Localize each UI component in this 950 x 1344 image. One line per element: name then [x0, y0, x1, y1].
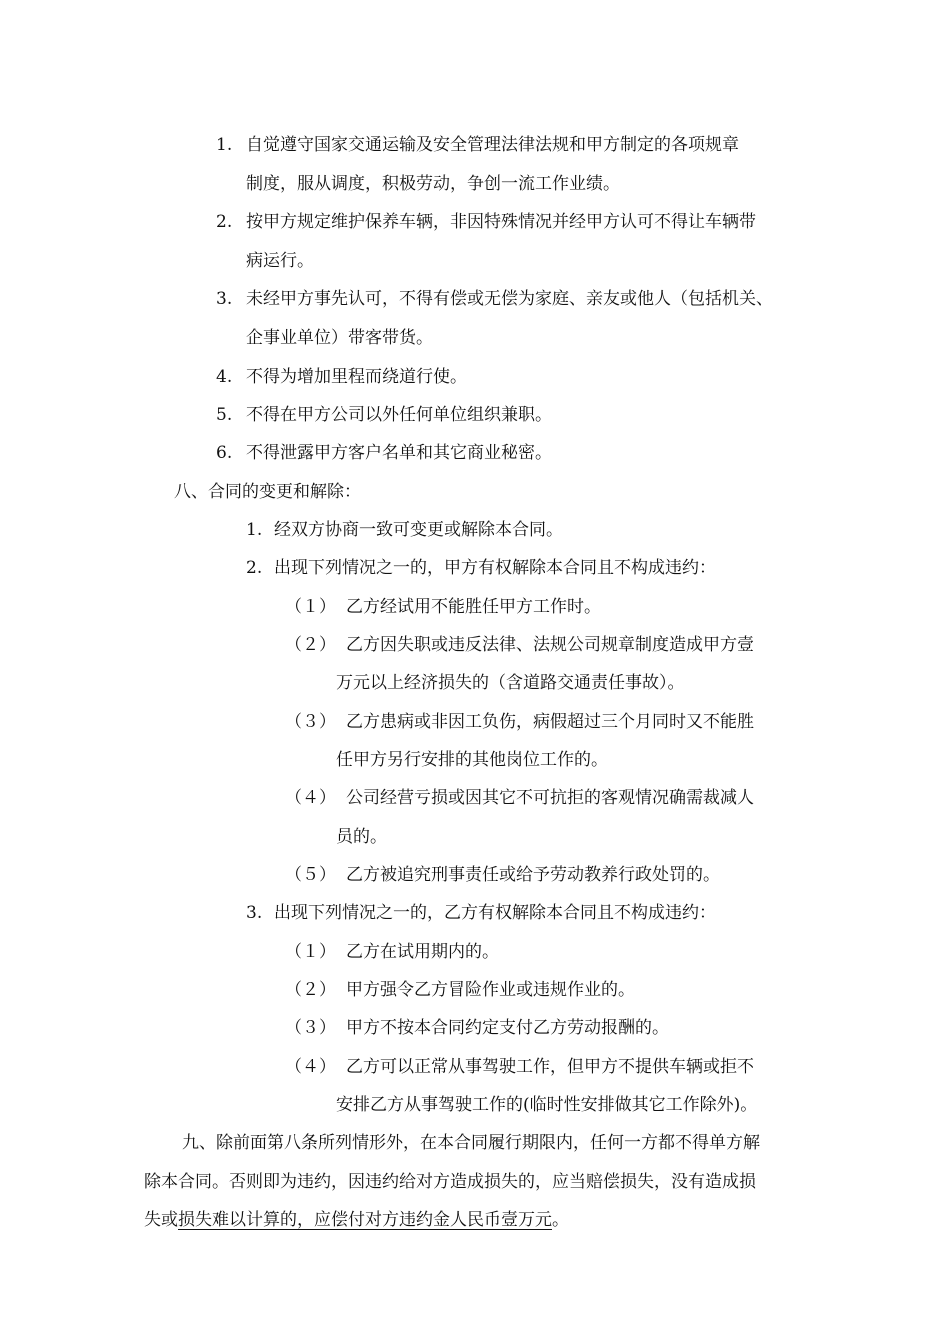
duty-3-line-2: 企事业单位）带客带货。 — [246, 328, 433, 348]
duty-1-line-2: 制度，服从调度，积极劳动，争创一流工作业绩。 — [246, 174, 620, 194]
s8-2-sub-5-line-1: 乙方被追究刑事责任或给予劳动教养行政处罚的。 — [346, 865, 720, 885]
s8-3-sub-1-line-1: 乙方在试用期内的。 — [346, 942, 499, 962]
s8-3-sub-2-line-1: 甲方强令乙方冒险作业或违规作业的。 — [346, 980, 635, 1000]
s8-2-sub-5-number: （５） — [285, 865, 336, 885]
s8-2-sub-3-number: （３） — [285, 712, 336, 732]
duty-3-line-1: 未经甲方事先认可，不得有偿或无偿为家庭、亲友或他人（包括机关、 — [246, 289, 773, 309]
s8-item-3-number: 3. — [246, 903, 263, 923]
duty-1-number: 1. — [216, 135, 233, 155]
duty-5-line-1: 不得在甲方公司以外任何单位组织兼职。 — [246, 405, 552, 425]
s8-2-sub-2-number: （２） — [285, 635, 336, 655]
s8-2-sub-3-line-1: 乙方患病或非因工负伤，病假超过三个月同时又不能胜 — [346, 712, 754, 732]
s8-item-2-text: 出现下列情况之一的，甲方有权解除本合同且不构成违约： — [274, 558, 716, 578]
s8-2-sub-3-line-2: 任甲方另行安排的其他岗位工作的。 — [336, 750, 608, 770]
s8-3-sub-2-number: （２） — [285, 980, 336, 1000]
s8-item-3-text: 出现下列情况之一的，乙方有权解除本合同且不构成违约： — [274, 903, 716, 923]
s8-item-1-number: 1. — [246, 520, 263, 540]
duty-2-line-1: 按甲方规定维护保养车辆，非因特殊情况并经甲方认可不得让车辆带 — [246, 212, 756, 232]
s8-3-sub-3-number: （３） — [285, 1018, 336, 1038]
section-9-underlined-penalty: 损失难以计算的，应偿付对方违约金人民币壹万元 — [178, 1210, 552, 1230]
s8-2-sub-4-number: （４） — [285, 788, 336, 808]
s8-3-sub-4-number: （４） — [285, 1057, 336, 1077]
duty-3-number: 3. — [216, 289, 233, 309]
s8-3-sub-4-line-2: 安排乙方从事驾驶工作的(临时性安排做其它工作除外)。 — [336, 1095, 758, 1115]
section-9-line-1: 九、除前面第八条所列情形外，在本合同履行期限内，任何一方都不得单方解 — [182, 1133, 760, 1153]
duty-6-line-1: 不得泄露甲方客户名单和其它商业秘密。 — [246, 443, 552, 463]
s8-item-1-text: 经双方协商一致可变更或解除本合同。 — [274, 520, 563, 540]
section-9-line-3-pre: 失或 — [144, 1210, 178, 1230]
section-9-line-2: 除本合同。否则即为违约，因违约给对方造成损失的，应当赔偿损失，没有造成损 — [144, 1172, 756, 1192]
duty-4-number: 4. — [216, 367, 233, 387]
section-8-heading: 八、合同的变更和解除： — [174, 482, 361, 502]
s8-3-sub-1-number: （１） — [285, 942, 336, 962]
s8-3-sub-3-line-1: 甲方不按本合同约定支付乙方劳动报酬的。 — [346, 1018, 669, 1038]
duty-2-line-2: 病运行。 — [246, 251, 314, 271]
duty-4-line-1: 不得为增加里程而绕道行使。 — [246, 367, 467, 387]
duty-1-line-1: 自觉遵守国家交通运输及安全管理法律法规和甲方制定的各项规章 — [246, 135, 739, 155]
section-9-line-3-post: 。 — [552, 1210, 569, 1230]
s8-2-sub-2-line-2: 万元以上经济损失的（含道路交通责任事故）。 — [336, 673, 685, 693]
s8-3-sub-4-line-1: 乙方可以正常从事驾驶工作，但甲方不提供车辆或拒不 — [346, 1057, 754, 1077]
s8-2-sub-4-line-1: 公司经营亏损或因其它不可抗拒的客观情况确需裁减人 — [346, 788, 754, 808]
section-9-line-3 — [144, 1209, 569, 1231]
s8-2-sub-1-number: （１） — [285, 597, 336, 617]
s8-item-2-number: 2. — [246, 558, 263, 578]
duty-5-number: 5. — [216, 405, 233, 425]
s8-2-sub-2-line-1: 乙方因失职或违反法律、法规公司规章制度造成甲方壹 — [346, 635, 754, 655]
duty-2-number: 2. — [216, 212, 233, 232]
duty-6-number: 6. — [216, 443, 233, 463]
s8-2-sub-1-line-1: 乙方经试用不能胜任甲方工作时。 — [346, 597, 601, 617]
s8-2-sub-4-line-2: 员的。 — [336, 827, 387, 847]
